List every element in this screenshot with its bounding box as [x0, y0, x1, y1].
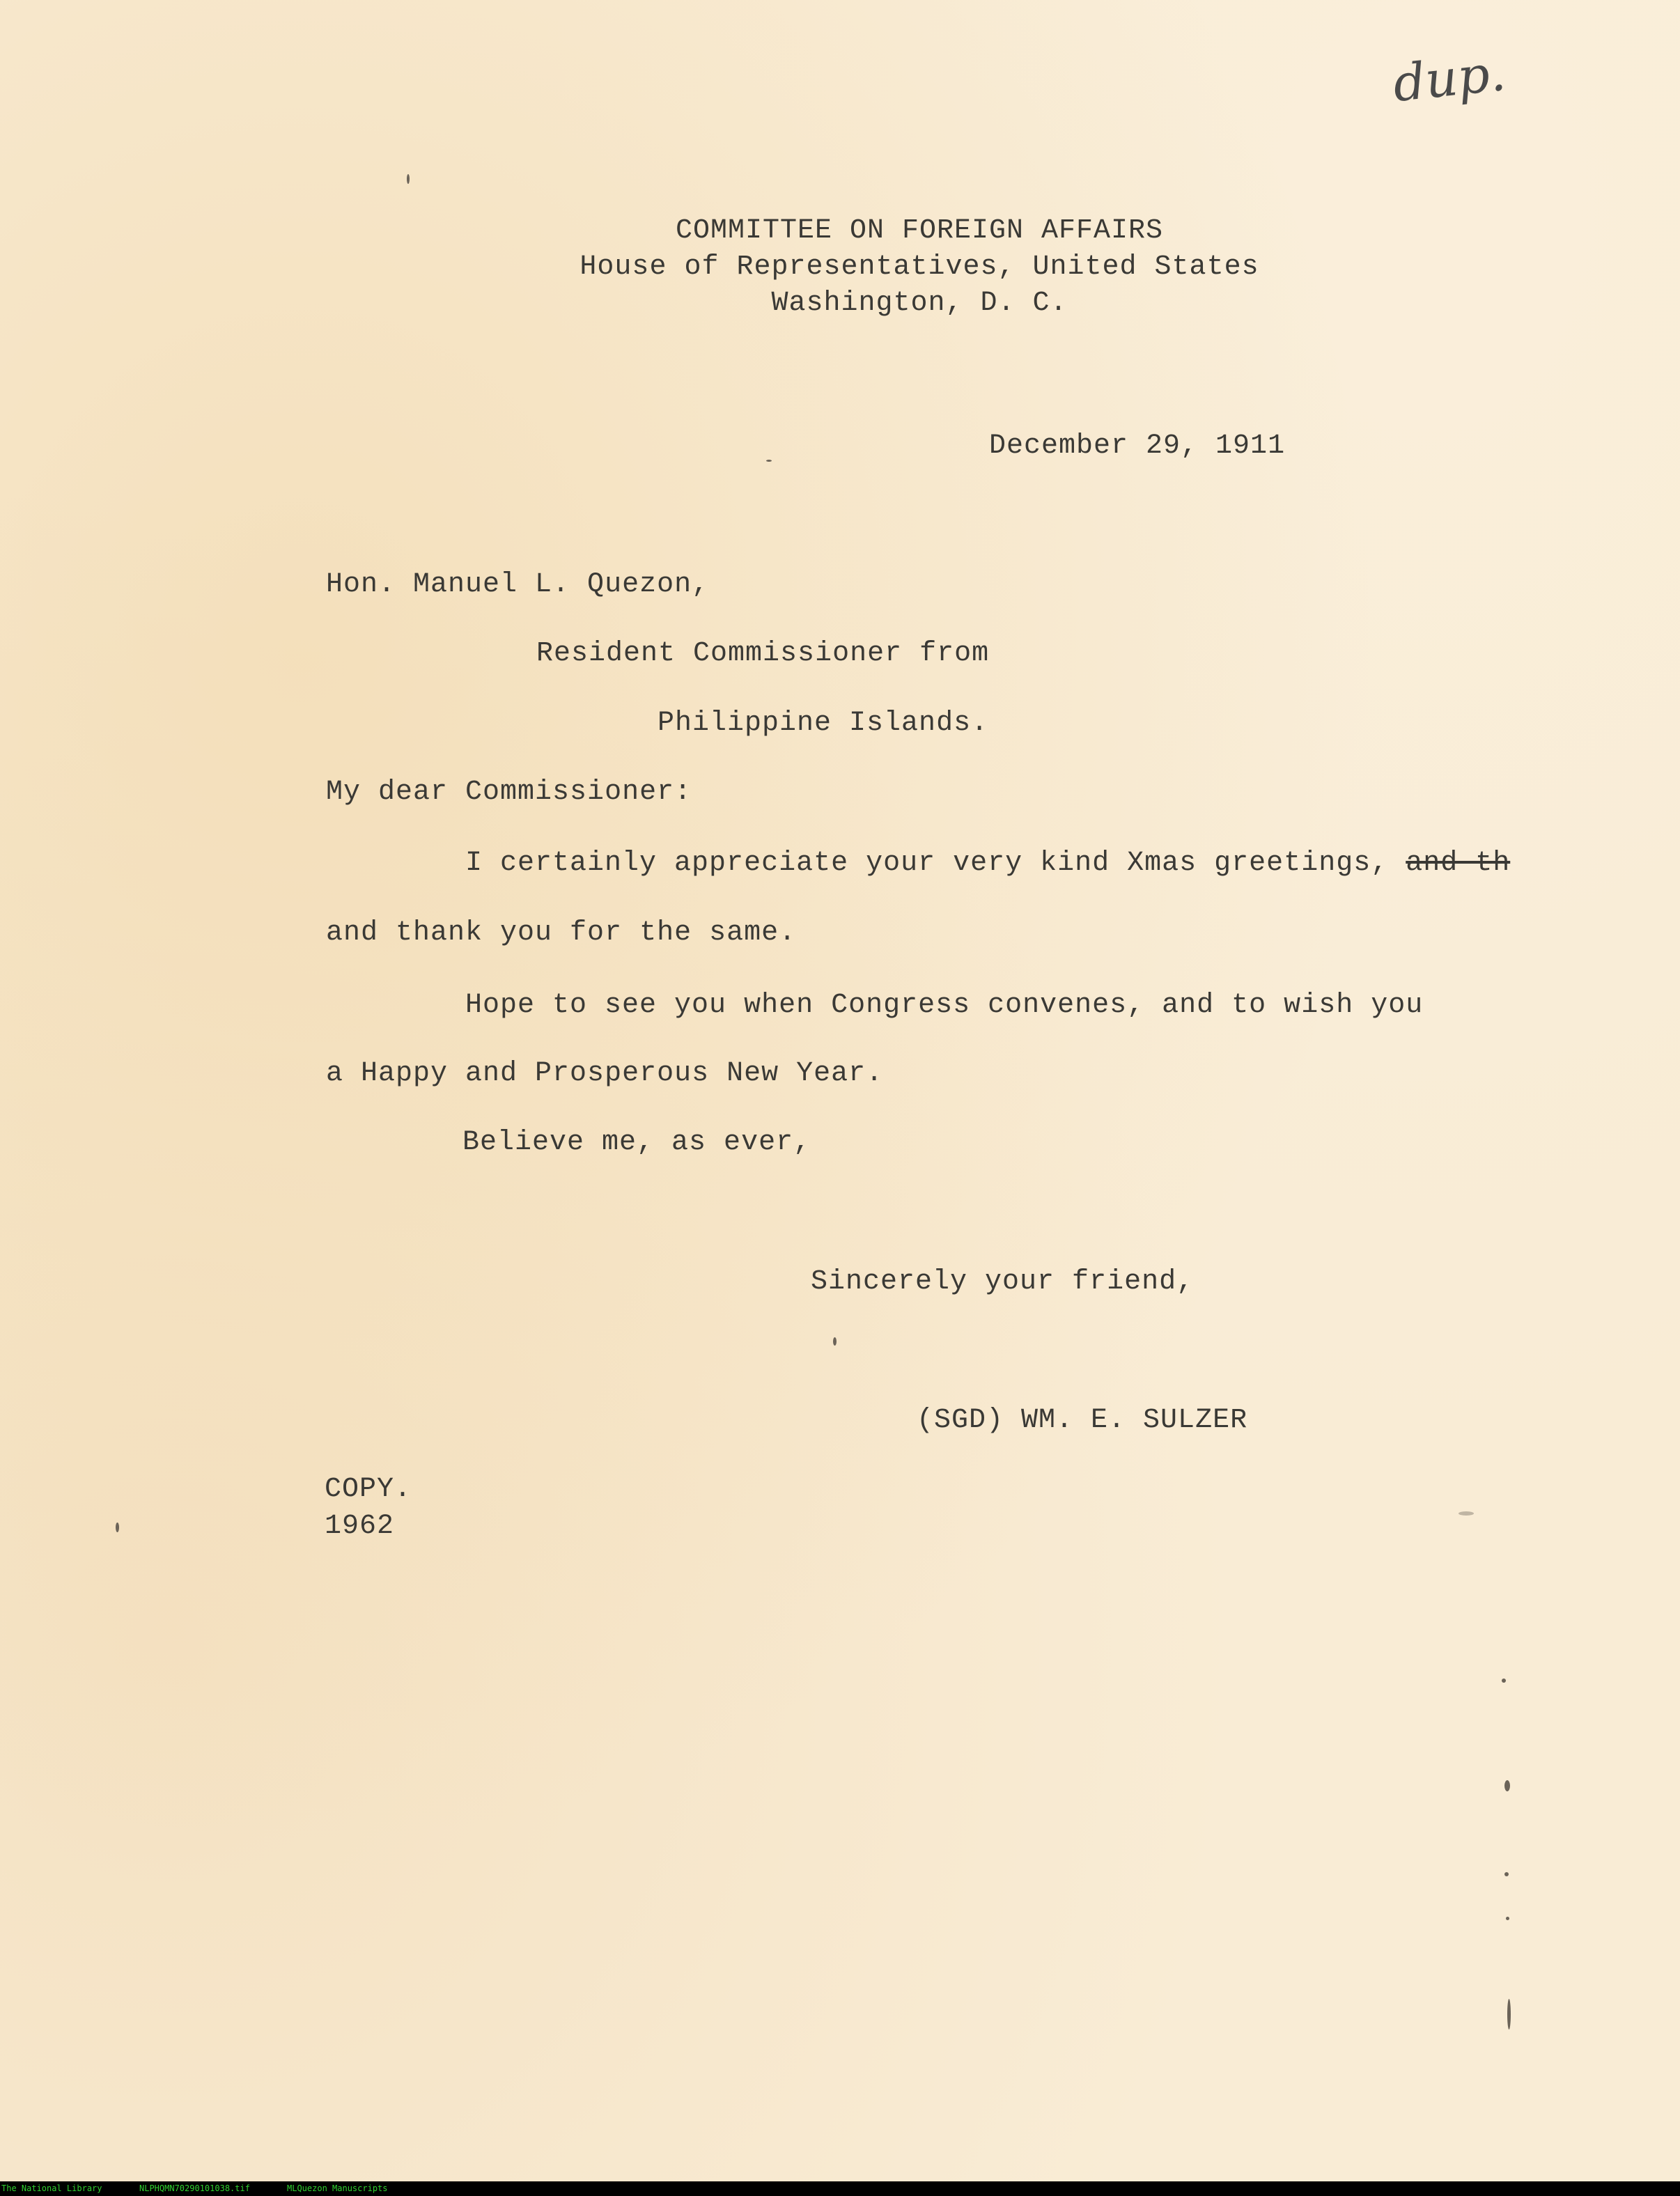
letter-date: December 29, 1911 — [989, 430, 1286, 462]
footer-library: The National Library — [1, 2183, 102, 2193]
paper-speck — [116, 1523, 119, 1532]
copy-number: 1962 — [325, 1511, 395, 1542]
footer-collection: MLQuezon Manuscripts — [287, 2183, 388, 2193]
letterhead-committee: COMMITTEE ON FOREIGN AFFAIRS — [675, 215, 1164, 247]
paper-speck — [1504, 1780, 1510, 1791]
closing: Sincerely your friend, — [811, 1266, 1195, 1298]
recipient-name: Hon. Manuel L. Quezon, — [326, 569, 710, 600]
paper-speck — [1459, 1511, 1474, 1516]
body-paragraph-2-line-2: a Happy and Prosperous New Year. — [326, 1058, 884, 1089]
salutation: My dear Commissioner: — [326, 777, 692, 808]
footer-file: NLPHQMN70290101038.tif — [139, 2183, 250, 2193]
paper-speck — [1507, 1999, 1511, 2030]
paper-speck — [1502, 1679, 1506, 1683]
body-paragraph-3: Believe me, as ever, — [462, 1127, 811, 1158]
paper-speck — [833, 1337, 837, 1346]
body-paragraph-2-line-1: Hope to see you when Congress convenes, and to wish you — [465, 990, 1424, 1021]
handwritten-note: dup. — [1390, 42, 1509, 114]
recipient-place: Philippine Islands. — [658, 708, 989, 739]
letterhead — [529, 213, 1309, 322]
letterhead-house: House of Representatives, United States — [580, 251, 1259, 283]
paper-speck — [1506, 1917, 1509, 1920]
paper-speck — [407, 174, 410, 184]
body-paragraph-1-line-2: and thank you for the same. — [326, 917, 797, 949]
body-text: I certainly appreciate your very kind Xmas greetings, — [465, 848, 1406, 879]
struck-text: and th — [1406, 848, 1511, 879]
letterhead-city: Washington, D. C. — [771, 288, 1068, 319]
body-paragraph-1-line-1 — [465, 847, 1510, 880]
signature: (SGD) WM. E. SULZER — [917, 1405, 1248, 1436]
recipient-title: Resident Commissioner from — [536, 638, 990, 669]
copy-mark: COPY. — [325, 1474, 412, 1505]
paper-speck — [766, 460, 772, 462]
paper-speck — [1504, 1872, 1509, 1876]
archive-footer — [0, 2181, 1680, 2196]
